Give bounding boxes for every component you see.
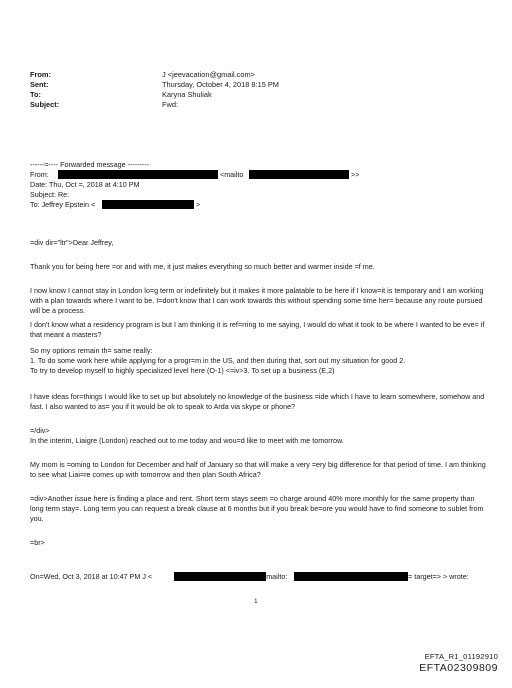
- redaction-box: [58, 170, 218, 179]
- options-line-1: 1. To do some work here while applying for a progr=m in the US, and then during that, sort out my situation for good 2.: [30, 356, 406, 366]
- paragraph-text: I have ideas for=things I would like to set up but absolutely no knowledge of the business =ide which I have to learn somewhere, somehow and fast. I also wanted to as= you if it would be ok to speak to Arda via skype or phone?: [30, 392, 485, 412]
- options-intro: So my options remain th= same really:: [30, 346, 153, 355]
- body-paragraph-2: [30, 286, 486, 317]
- bates-number-large: EFTA02309809: [419, 662, 498, 674]
- redaction-box: [249, 170, 349, 179]
- subject-label: Subject:: [30, 100, 60, 109]
- forwarded-date: Date: Thu, Oct =, 2018 at 4:10 PM: [30, 180, 140, 189]
- forwarded-separator: ------=---- Forwarded message ---------: [30, 160, 150, 169]
- body-greeting: =div dir="ltr">Dear Jeffrey,: [30, 238, 114, 247]
- redaction-box: [174, 572, 266, 581]
- body-paragraph-7: [30, 460, 486, 480]
- quoted-prefix: On=Wed, Oct 3, 2018 at 10:47 PM J <: [30, 572, 153, 581]
- body-br-marker: =br>: [30, 538, 45, 547]
- div-close-marker: =/div>: [30, 426, 50, 435]
- from-label: From:: [30, 70, 51, 79]
- forwarded-to-suffix: >: [196, 200, 201, 209]
- paragraph-text: I don't know what a residency program is but I am thinking it is ref=rring to me saying, I would do what it took to be where I wanted to be eve= if that meant a masters?: [30, 320, 485, 340]
- redaction-box: [294, 572, 408, 581]
- body-paragraph-3: [30, 320, 486, 340]
- quoted-header-row: [30, 572, 490, 582]
- body-paragraph-6: [30, 426, 486, 446]
- forwarded-to-row: [30, 200, 330, 210]
- quoted-target: = target=> > wrote:: [408, 572, 469, 581]
- page-number: 1: [254, 598, 258, 605]
- from-value: J <jeevacation@gmail.com>: [162, 70, 255, 79]
- paragraph-text: Thank you for being here =or and with me, it just makes everything so much better and warmer inside =f me.: [30, 262, 375, 271]
- bates-number-small: EFTA_R1_01192910: [424, 652, 498, 661]
- sent-value: Thursday, October 4, 2018 8:15 PM: [162, 80, 279, 89]
- body-options-block: [30, 346, 486, 377]
- quoted-mailto: <mailto:: [262, 572, 288, 581]
- paragraph-text: In the interim, Liaigre (London) reached out to me today and wou=d like to meet with me tomorrow.: [30, 436, 344, 446]
- body-paragraph-8: [30, 494, 486, 525]
- forwarded-to-prefix: To: Jeffrey Epstein <: [30, 200, 96, 209]
- to-value: Karyna Shuliak: [162, 90, 212, 99]
- forwarded-from-row: [30, 170, 490, 180]
- redaction-box: [102, 200, 194, 209]
- options-line-2: To try to develop myself to highly specialized level here (O-1) <=iv>3. To set up a business (E,2): [30, 366, 335, 376]
- paragraph-text: =div>Another issue here is finding a place and rent. Short term stays seem =o charge around 40% more monthly for the same property than long term stay=. Long term you can request a break clause at 6 months but if you break be=ore you would have to find someone to sublet from you.: [30, 494, 484, 524]
- sent-label: Sent:: [30, 80, 49, 89]
- body-paragraph-1: [30, 262, 486, 272]
- forwarded-mailto: <mailto: [220, 170, 244, 179]
- subject-value: Fwd:: [162, 100, 179, 109]
- paragraph-text: I now know I cannot stay in London lo=g term or indefinitely but it makes it more palatable to be here if I know=it is temporary and I am working with a plan towards where I want to be. I=don't know that I can work towards this without spending some time her= because any route pursued will be a process.: [30, 286, 484, 316]
- forwarded-close: >>: [351, 170, 360, 179]
- forwarded-from-label: From:: [30, 170, 49, 179]
- forwarded-subject: Subject: Re:: [30, 190, 70, 199]
- paragraph-text: My mom is =oming to London for December and half of January so that will make a very =ery big difference for that period of time. I am thinking to see what Liai=re comes up with tomorrow and then plan South Africa?: [30, 460, 486, 480]
- to-label: To:: [30, 90, 41, 99]
- body-paragraph-5: [30, 392, 486, 412]
